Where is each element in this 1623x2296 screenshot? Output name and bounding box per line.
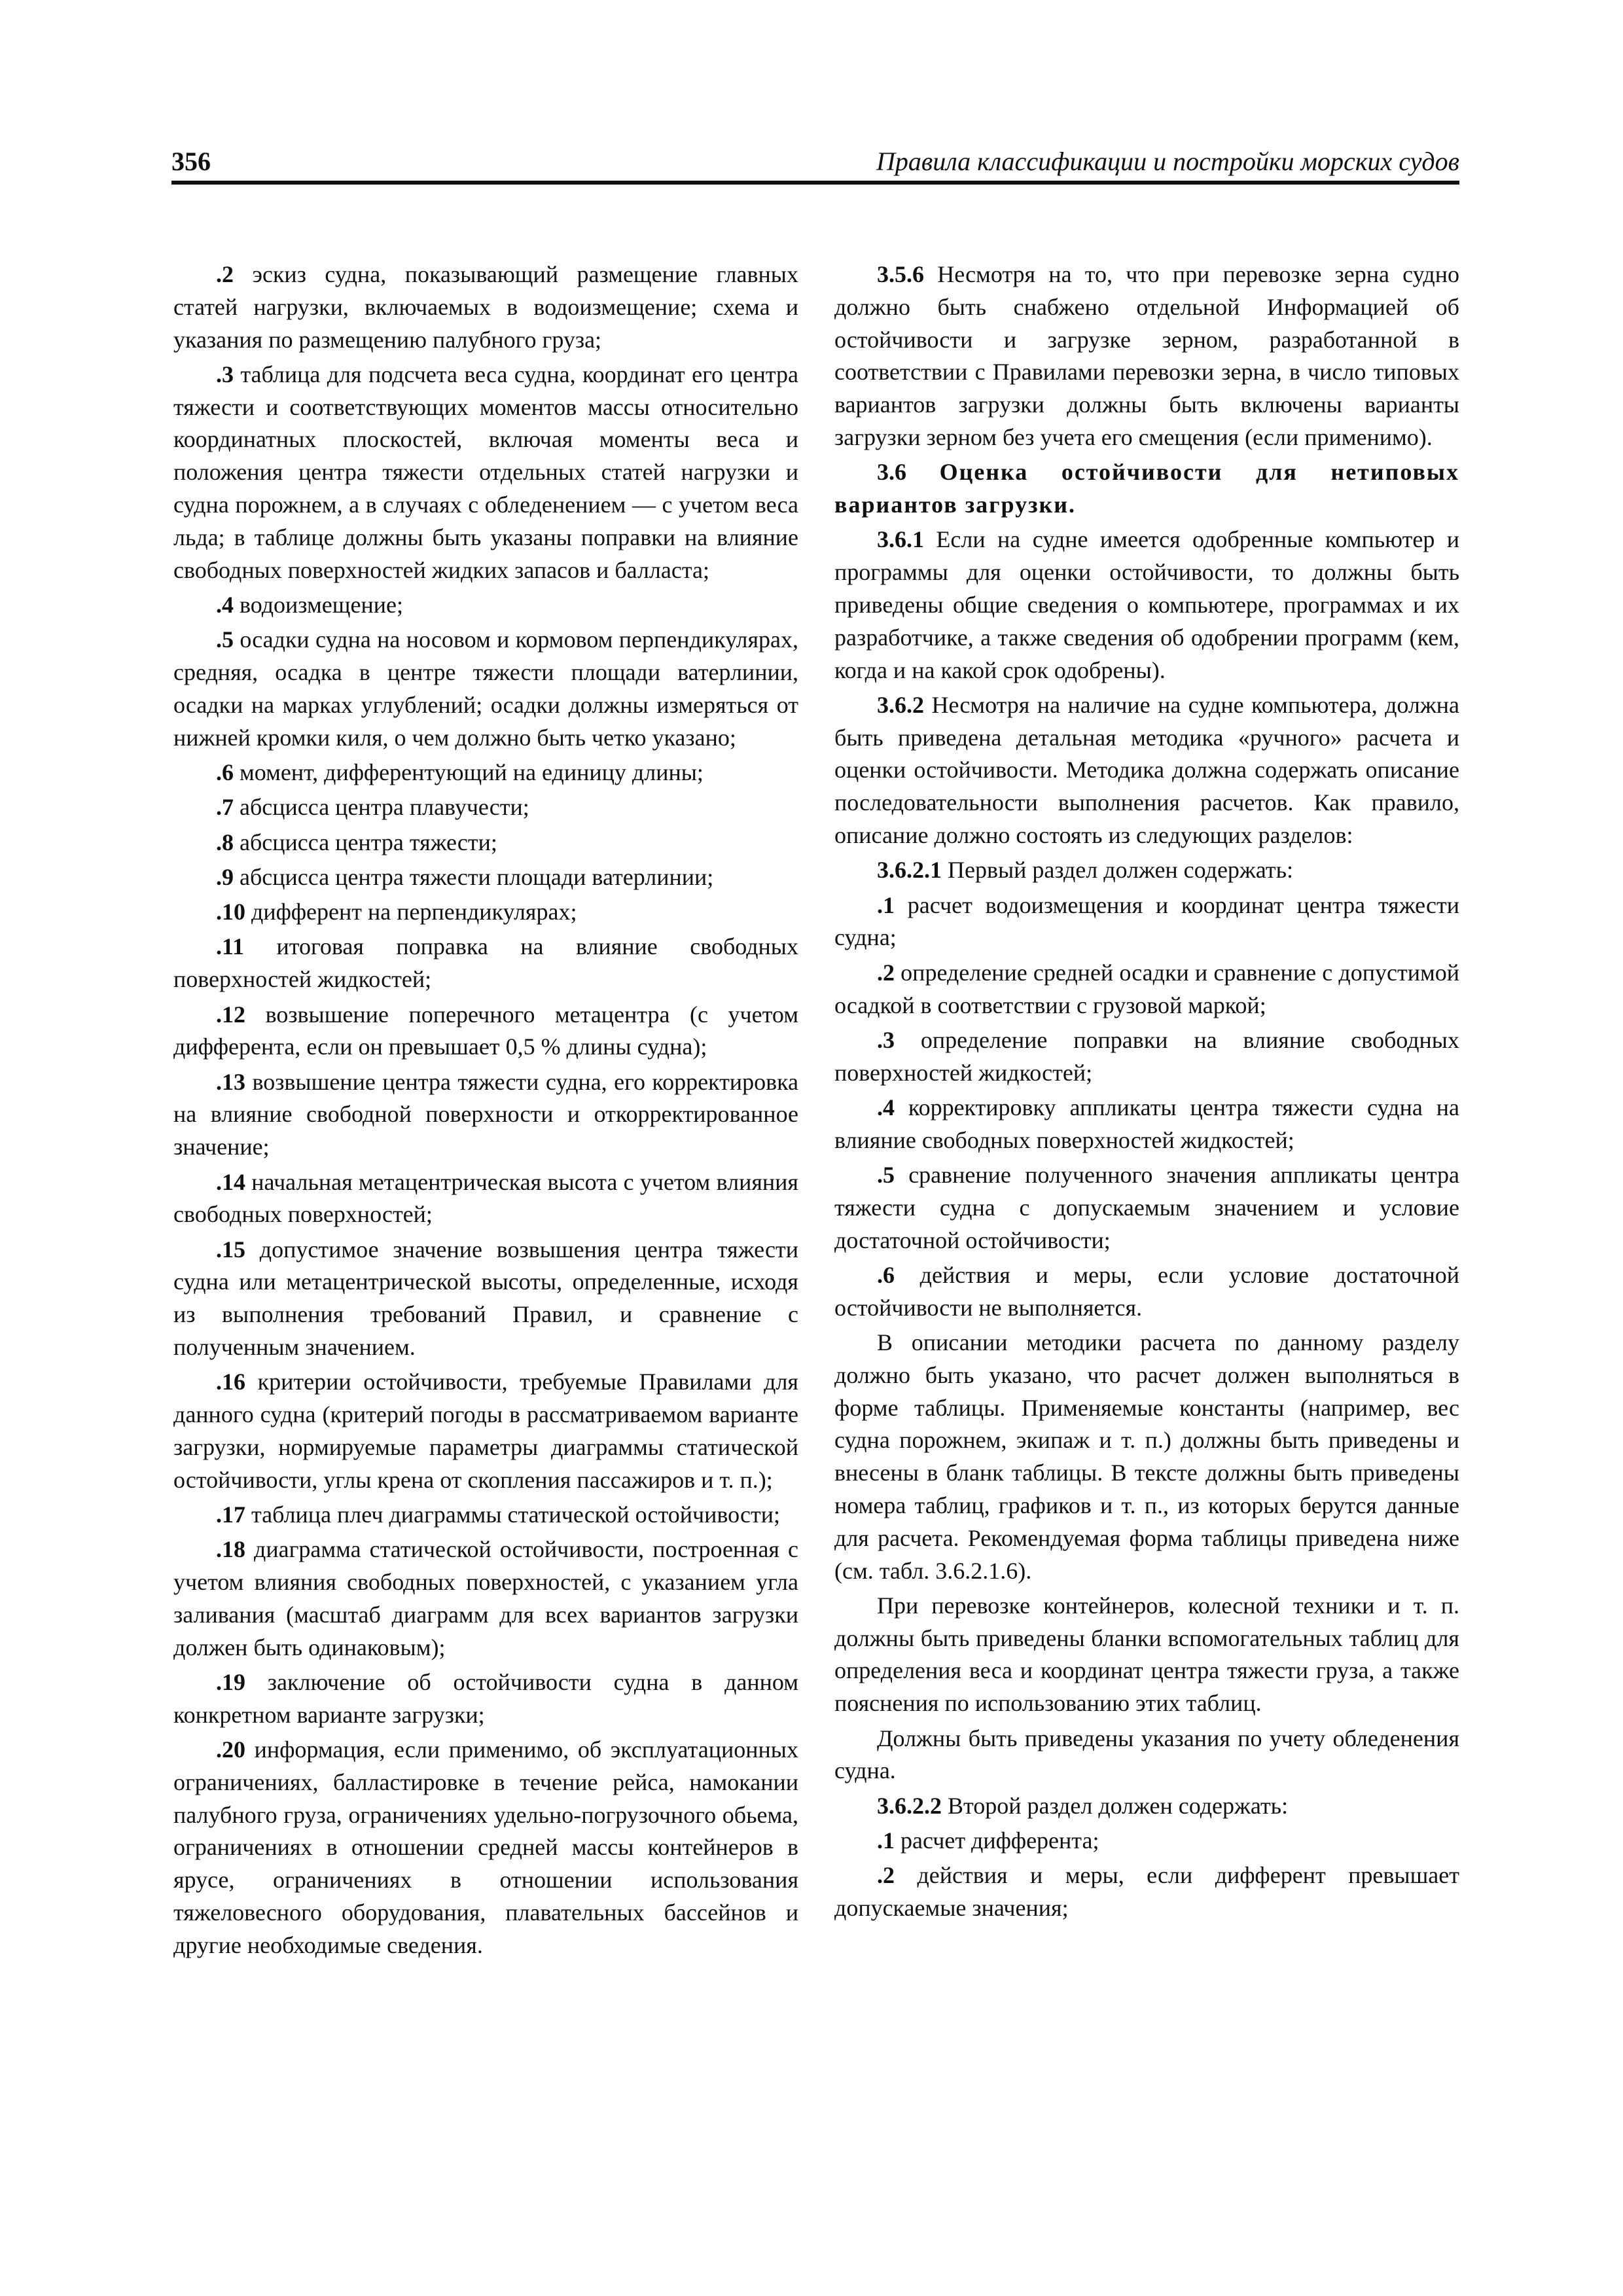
item-number: .3 <box>216 361 234 387</box>
item-number: .6 <box>216 759 234 785</box>
item-number: 3.6.2 <box>877 691 924 718</box>
paragraph <box>173 1499 798 1532</box>
paragraph-text: таблица плеч диаграммы статической остойчивости; <box>245 1501 780 1528</box>
left-column <box>173 259 798 1964</box>
paragraph-text: определение средней осадки и сравнение с допустимой осадкой в соответствии с грузовой маркой; <box>834 959 1459 1018</box>
paragraph-text: Если на судне имеется одобренные компьютер и программы для оценки остойчивости, то должны быть приведены общие сведения о компьютере, программах и их разработчике, а также сведения об одобрении программ (кем, когда и на какой срок одобрены). <box>834 526 1459 683</box>
paragraph <box>173 791 798 824</box>
paragraph-text: итоговая поправка на влияние свободных поверхностей жидкостей; <box>173 933 798 993</box>
paragraph-text: дифферент на перпендикулярах; <box>245 899 577 925</box>
paragraph <box>173 896 798 929</box>
paragraph-text: Должны быть приведены указания по учету обледенения судна. <box>834 1725 1459 1784</box>
item-number: .1 <box>877 891 895 918</box>
item-number: .12 <box>216 1001 245 1028</box>
paragraph <box>173 1166 798 1232</box>
paragraph <box>834 1092 1459 1157</box>
item-number: .2 <box>216 261 234 287</box>
item-number: .15 <box>216 1236 245 1263</box>
paragraph <box>173 999 798 1064</box>
paragraph-text: допустимое значение возвышения центра тяжести судна или метацентрической высоты, определенные, исходя из выполнения требований Правил, и сравнение с полученным значением. <box>173 1236 798 1360</box>
paragraph-text: осадки судна на носовом и кормовом перпендикулярах, средняя, осадка в центре тяжести площади ватерлинии, осадки на марках углублений; осадки должны измеряться от нижней кромки киля, о чем должно быть четко указано; <box>173 626 798 751</box>
paragraph-text: действия и меры, если условие достаточной остойчивости не выполняется. <box>834 1261 1459 1321</box>
paragraph <box>834 456 1459 522</box>
item-number: .4 <box>877 1094 895 1121</box>
paragraph <box>834 1590 1459 1720</box>
paragraph <box>173 589 798 622</box>
section-heading-text: Оценка остойчивости для нетиповых вариантов загрузки. <box>834 459 1459 518</box>
item-number: .19 <box>216 1668 245 1695</box>
paragraph <box>173 1666 798 1732</box>
paragraph-text: информация, если применимо, об эксплуатационных ограничениях, балластировке в течение рейса, намокании палубного груза, ограничениях удельно-погрузочного обьема, ограничениях в отношении средней массы контейнеров в ярусе, ограничениях в отношении использования тяжеловесного оборудования, плавательных бассейнов и другие необходимые сведения. <box>173 1736 798 1958</box>
paragraph-text: критерии остойчивости, требуемые Правилами для данного судна (критерий погоды в рассматриваемом варианте загрузки, нормируемые параметры диаграммы статической остойчивости, углы крена от скопления пассажиров и т. п.); <box>173 1369 798 1493</box>
item-number: .10 <box>216 899 245 925</box>
item-number: .6 <box>877 1261 895 1288</box>
paragraph-text: возвышение поперечного метацентра (с учетом дифферента, если он превышает 0,5 % длины судна); <box>173 1001 798 1060</box>
paragraph-text: водоизмещение; <box>234 591 403 618</box>
item-number: 3.5.6 <box>877 261 924 287</box>
paragraph <box>173 931 798 996</box>
item-number: .13 <box>216 1068 245 1095</box>
item-number: .14 <box>216 1168 245 1195</box>
paragraph-text: расчет водоизмещения и координат центра тяжести судна; <box>834 891 1459 951</box>
paragraph-text: определение поправки на влияние свободных поверхностей жидкостей; <box>834 1026 1459 1086</box>
paragraph-text: Второй раздел должен содержать: <box>942 1792 1289 1819</box>
paragraph <box>834 957 1459 1022</box>
paragraph <box>834 889 1459 955</box>
item-number: .8 <box>216 829 234 855</box>
paragraph <box>834 1723 1459 1788</box>
paragraph-text: абсцисса центра тяжести площади ватерлинии; <box>234 863 714 890</box>
paragraph <box>173 1366 798 1496</box>
paragraph-text: действия и меры, если дифферент превышает допускаемые значения; <box>834 1862 1459 1922</box>
item-number: .5 <box>216 626 234 653</box>
item-number: .4 <box>216 591 234 618</box>
paragraph <box>834 1790 1459 1823</box>
item-number: .20 <box>216 1736 245 1763</box>
item-number: 3.6.2.1 <box>877 857 942 884</box>
paragraph-text: корректировку аппликаты центра тяжести судна на влияние свободных поверхностей жидкостей; <box>834 1094 1459 1153</box>
item-number: .5 <box>877 1162 895 1189</box>
paragraph <box>173 359 798 587</box>
item-number: .2 <box>877 959 895 986</box>
paragraph-text: таблица для подсчета веса судна, координат его центра тяжести и соответствующих моментов массы относительно координатных плоскостей, включая моменты веса и положения центра тяжести отдельных статей нагрузки и судна порожнем, а в случаях с обледенением — с учетом веса льда; в таблице должны быть указаны поправки на влияние свободных поверхностей жидких запасов и балласта; <box>173 361 798 583</box>
paragraph <box>173 827 798 859</box>
paragraph <box>173 1066 798 1164</box>
item-number: .17 <box>216 1501 245 1528</box>
paragraph <box>834 1259 1459 1325</box>
item-number: .7 <box>216 794 234 821</box>
paragraph <box>173 1234 798 1364</box>
item-number: .1 <box>877 1827 895 1854</box>
paragraph <box>173 1534 798 1664</box>
paragraph <box>834 1024 1459 1090</box>
item-number: .9 <box>216 863 234 890</box>
paragraph-text: момент, дифферентующий на единицу длины; <box>234 759 704 785</box>
page-header <box>171 145 1459 185</box>
right-column <box>834 259 1459 1927</box>
paragraph-text: диаграмма статической остойчивости, построенная с учетом влияния свободных поверхностей, с указанием угла заливания (масштаб диаграмм для всех вариантов загрузки должен быть одинаковым); <box>173 1536 798 1660</box>
paragraph <box>173 757 798 789</box>
paragraph <box>173 861 798 894</box>
item-number: 3.6.1 <box>877 526 924 553</box>
paragraph <box>173 624 798 754</box>
item-number: .3 <box>877 1026 895 1053</box>
paragraph-text: возвышение центра тяжести судна, его корректировка на влияние свободной поверхности и откорректированное значение; <box>173 1068 798 1160</box>
paragraph-text: Несмотря на наличие на судне компьютера, должна быть приведена детальная методика «ручного» расчета и оценки остойчивости. Методика должна содержать описание последовательности выполнения расчетов. Как правило, описание должно состоять из следующих разделов: <box>834 691 1459 849</box>
paragraph-text: При перевозке контейнеров, колесной техники и т. п. должны быть приведены бланки вспомогательных таблиц для определения веса и координат центра тяжести груза, а также пояснения по использованию этих таблиц. <box>834 1592 1459 1717</box>
paragraph <box>834 259 1459 454</box>
running-title: Правила классификации и постройки морских судов <box>876 147 1459 176</box>
paragraph <box>834 689 1459 852</box>
item-number: .16 <box>216 1369 245 1395</box>
paragraph <box>834 1825 1459 1857</box>
paragraph-text: Несмотря на то, что при перевозке зерна судно должно быть снабжено отдельной Информацией об остойчивости и загрузке зерном, разработанной в соответствии с Правилами перевозки зерна, в число типовых вариантов загрузки должны быть включены варианты загрузки зерном без учета его смещения (если применимо). <box>834 261 1459 450</box>
page-number: 356 <box>171 147 211 176</box>
paragraph-text: В описании методики расчета по данному разделу должно быть указано, что расчет должен выполняться в форме таблицы. Применяемые константы (например, вес судна порожнем, экипаж и т. п.) должны быть приведены и внесены в бланк таблицы. В тексте должны быть приведены номера таблиц, графиков и т. п., из которых берутся данные для расчета. Рекомендуемая форма таблицы приведена ниже (см. табл. 3.6.2.1.6). <box>834 1329 1459 1584</box>
paragraph <box>173 1734 798 1962</box>
paragraph-text: эскиз судна, показывающий размещение главных статей нагрузки, включаемых в водоизмещение; схема и указания по размещению палубного груза; <box>173 261 798 353</box>
item-number: 3.6 <box>877 459 906 486</box>
paragraph-text: заключение об остойчивости судна в данном конкретном варианте загрузки; <box>173 1668 798 1728</box>
paragraph-text: начальная метацентрическая высота с учетом влияния свободных поверхностей; <box>173 1168 798 1228</box>
paragraph <box>173 259 798 356</box>
paragraph <box>834 524 1459 687</box>
paragraph <box>834 854 1459 887</box>
paragraph-text: сравнение полученного значения аппликаты центра тяжести судна с допускаемым значением и условие достаточной остойчивости; <box>834 1162 1459 1253</box>
paragraph-text: Первый раздел должен содержать: <box>942 857 1293 884</box>
item-number: 3.6.2.2 <box>877 1792 942 1819</box>
item-number: .18 <box>216 1536 245 1563</box>
paragraph <box>834 1859 1459 1925</box>
item-number: .11 <box>216 933 245 960</box>
paragraph <box>834 1159 1459 1257</box>
paragraph-text: абсцисса центра тяжести; <box>234 829 497 855</box>
paragraph-text: расчет дифферента; <box>895 1827 1099 1854</box>
item-number: .2 <box>877 1862 895 1889</box>
paragraph-text: абсцисса центра плавучести; <box>234 794 529 821</box>
paragraph <box>834 1327 1459 1587</box>
